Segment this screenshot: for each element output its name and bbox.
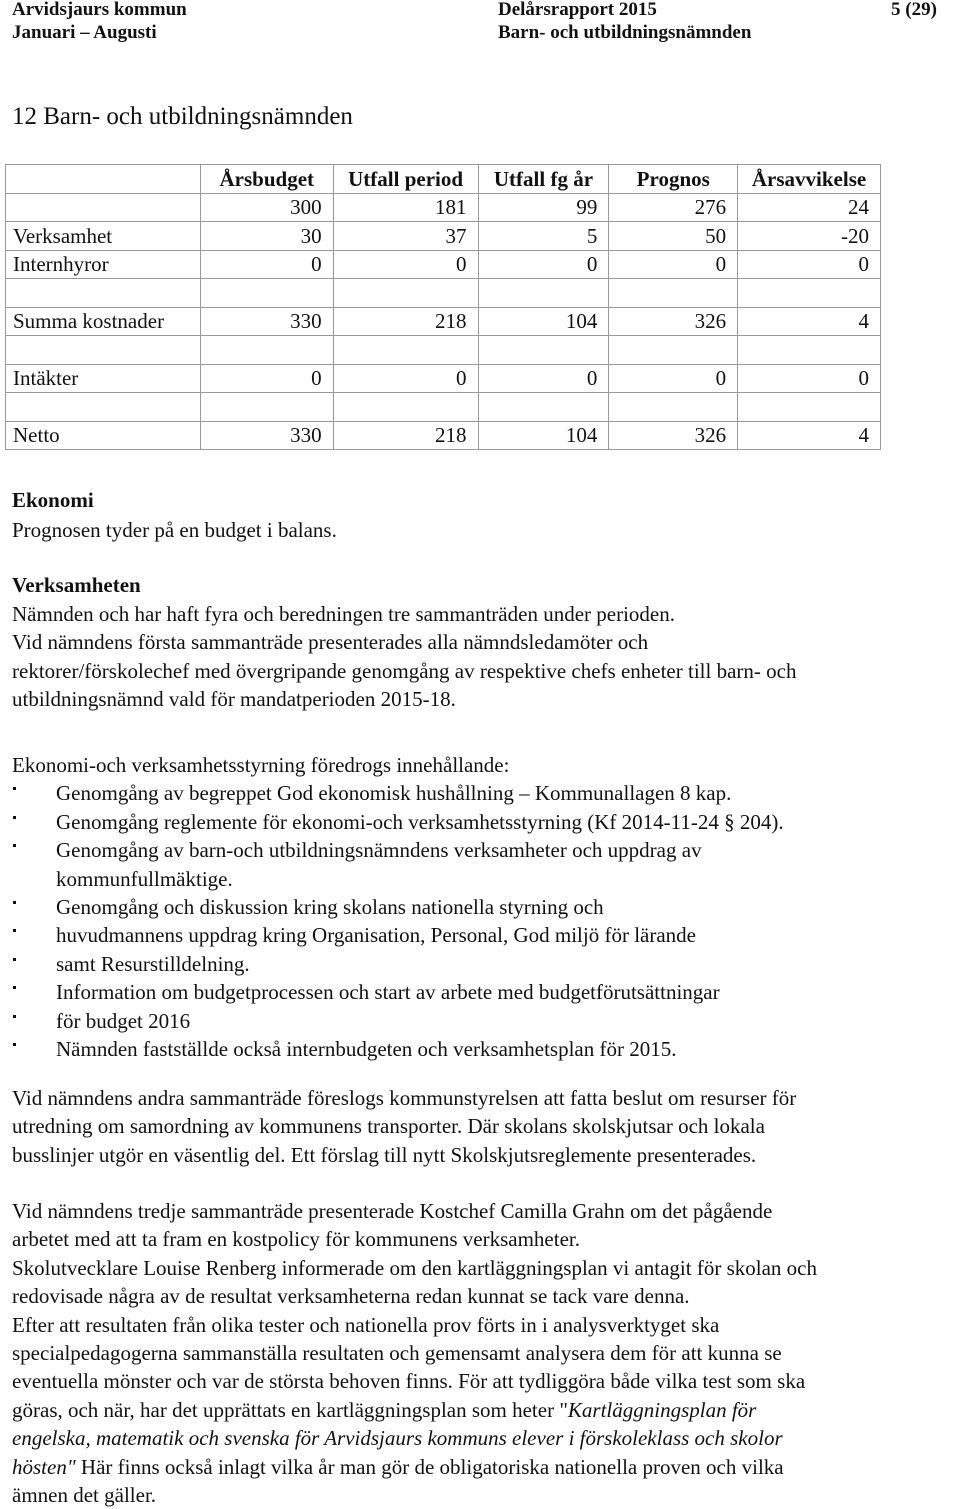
table-cell: 0	[200, 364, 333, 393]
table-cell: 104	[478, 421, 609, 450]
table-cell	[478, 279, 609, 308]
text-line: ämnen det gäller.	[12, 1483, 157, 1508]
table-cell: 0	[609, 250, 738, 279]
table-row	[6, 336, 881, 365]
table-cell: 50	[609, 222, 738, 251]
table-cell	[333, 279, 478, 308]
table-cell: 104	[478, 307, 609, 336]
bullet-icon	[13, 986, 16, 989]
bullet-icon	[13, 1015, 16, 1018]
bullet-icon	[13, 929, 16, 932]
text-line: utredning om samordning av kommunens transporter. Där skolans skolskjutsar och lokala	[12, 1114, 765, 1139]
table-cell: 326	[609, 307, 738, 336]
text-line: rektorer/förskolechef med övergripande genomgång av respektive chefs enheter till barn- och	[12, 658, 797, 683]
table-cell: 326	[609, 421, 738, 450]
table-header-row	[6, 165, 881, 194]
bullet-icon	[13, 1043, 16, 1046]
verksamheten-heading: Verksamheten	[12, 573, 141, 597]
text-line: utbildningsnämnd vald för mandatperioden 2015-18.	[12, 687, 456, 712]
plan-title-italic: hösten"	[12, 1454, 76, 1479]
text-line	[12, 1424, 817, 1452]
list-item-continuation: kommunfullmäktige.	[56, 866, 233, 891]
third-meeting-paragraph	[12, 1197, 817, 1509]
header-org: Arvidsjaurs kommun	[12, 0, 187, 20]
text-line: Nämnden och har haft fyra och beredningen tre sammanträden under perioden.	[12, 602, 675, 626]
bullet-icon	[13, 787, 16, 790]
list-item: Genomgång och diskussion kring skolans nationella styrning och	[12, 893, 784, 921]
table-row	[6, 364, 881, 393]
table-row	[6, 307, 881, 336]
table-cell: 300	[200, 193, 333, 222]
table-cell: 0	[333, 250, 478, 279]
ekonomi-text	[12, 516, 337, 544]
table-cell	[478, 336, 609, 365]
text-line: Vid nämndens andra sammanträde föreslogs kommunstyrelsen att fatta beslut om resurser för	[12, 1086, 797, 1110]
table-cell	[738, 279, 881, 308]
table-cell: 218	[333, 421, 478, 450]
plan-title-italic: engelska, matematik och svenska för Arvidsjaurs kommuns elever i förskoleklass och skolor	[12, 1426, 783, 1451]
column-header: Utfall fg år	[478, 165, 609, 194]
table-header-blank	[6, 165, 201, 194]
text-line: göras, och när, har det upprättats en kartläggningsplan som heter "Kartläggningsplan för	[12, 1397, 757, 1422]
table-cell: 0	[609, 364, 738, 393]
row-label: Verksamhet	[6, 222, 201, 251]
row-label: Netto	[6, 421, 201, 450]
bullet-icon	[13, 816, 16, 819]
table-cell: 276	[609, 193, 738, 222]
table-cell: 30	[200, 222, 333, 251]
header-period: Januari – Augusti	[12, 22, 157, 43]
list-item: Genomgång av barn-och utbildningsnämndens verksamheter och uppdrag av	[12, 836, 784, 864]
table-cell	[609, 336, 738, 365]
bullet-icon	[13, 958, 16, 961]
row-label	[6, 336, 201, 365]
table-cell	[333, 336, 478, 365]
row-label	[6, 393, 201, 422]
table-cell: 37	[333, 222, 478, 251]
text-line: Prognosen tyder på en budget i balans.	[12, 518, 337, 542]
list-item: samt Resurstilldelning.	[12, 950, 784, 978]
table-cell: 0	[738, 364, 881, 393]
text-line: Skolutvecklare Louise Renberg informerade om den kartläggningsplan vi antagit för skolan och	[12, 1255, 817, 1280]
table-cell	[200, 336, 333, 365]
column-header: Årsavvikelse	[738, 165, 881, 194]
table-cell	[738, 393, 881, 422]
list-item: huvudmannens uppdrag kring Organisation, Personal, God miljö för lärande	[12, 921, 784, 949]
text-line: arbetet med att ta fram en kostpolicy för kommunens verksamheter.	[12, 1227, 580, 1252]
table-row	[6, 193, 881, 222]
section-title: 12 Barn- och utbildningsnämnden	[12, 103, 353, 130]
verksamheten-text	[12, 600, 796, 714]
list-item: för budget 2016	[12, 1007, 784, 1035]
row-label: Summa kostnader	[6, 307, 201, 336]
table-cell	[200, 393, 333, 422]
text-line: Efter att resultaten från olika tester och nationella prov förts in i analysverktyget ska	[12, 1312, 720, 1337]
text-line: Vid nämndens första sammanträde presenterades alla nämndsledamöter och	[12, 630, 649, 655]
table-row	[6, 279, 881, 308]
table-cell: 330	[200, 421, 333, 450]
second-meeting-paragraph	[12, 1084, 796, 1169]
table-cell	[200, 279, 333, 308]
column-header: Årsbudget	[200, 165, 333, 194]
table-cell: 5	[478, 222, 609, 251]
row-label	[6, 279, 201, 308]
table-cell: 0	[333, 364, 478, 393]
row-label: Internhyror	[6, 250, 201, 279]
table-row	[6, 393, 881, 422]
table-cell: 99	[478, 193, 609, 222]
list-item: Genomgång reglemente för ekonomi-och verksamhetsstyrning (Kf 2014-11-24 § 204).	[12, 808, 784, 836]
list-item: Information om budgetprocessen och start av arbete med budgetförutsättningar	[12, 978, 784, 1006]
header-page-number: 5 (29)	[891, 0, 937, 20]
table-cell	[478, 393, 609, 422]
table-cell: 0	[200, 250, 333, 279]
meeting-topics-list	[12, 751, 784, 1063]
header-report: Delårsrapport 2015	[498, 0, 657, 20]
table-row	[6, 421, 881, 450]
list-item: Genomgång av begreppet God ekonomisk hushållning – Kommunallagen 8 kap.	[12, 779, 784, 807]
table-cell: 24	[738, 193, 881, 222]
bullet-icon	[13, 844, 16, 847]
table-cell: 4	[738, 307, 881, 336]
plan-title-italic: Kartläggningsplan för	[567, 1397, 757, 1422]
table-row	[6, 250, 881, 279]
financial-table	[5, 164, 881, 450]
text-line: hösten" Här finns också inlagt vilka år man gör de obligatoriska nationella proven och vilka	[12, 1454, 784, 1479]
header-committee: Barn- och utbildningsnämnden	[498, 22, 752, 43]
table-cell: 0	[478, 250, 609, 279]
row-label	[6, 193, 201, 222]
table-cell: 218	[333, 307, 478, 336]
table-cell: 0	[478, 364, 609, 393]
bullet-icon	[13, 901, 16, 904]
text-line: specialpedagogerna sammanställa resultaten och gemensamt analysera dem för att kunna se	[12, 1341, 782, 1366]
table-cell: -20	[738, 222, 881, 251]
table-cell: 0	[738, 250, 881, 279]
list-item: Nämnden fastställde också internbudgeten och verksamhetsplan för 2015.	[12, 1035, 784, 1063]
column-header: Prognos	[609, 165, 738, 194]
text-line: busslinjer utgör en väsentlig del. Ett förslag till nytt Skolskjutsreglemente presenterades.	[12, 1142, 757, 1167]
text-line: eventuella mönster och var de största behoven finns. För att tydliggöra både vilka test som ska	[12, 1369, 806, 1394]
text-line: Vid nämndens tredje sammanträde presenterade Kostchef Camilla Grahn om det pågående	[12, 1199, 773, 1223]
text-line: redovisade några av de resultat verksamheterna redan kunnat se tack vare denna.	[12, 1284, 690, 1309]
ekonomi-heading: Ekonomi	[12, 488, 94, 512]
table-cell: 330	[200, 307, 333, 336]
table-cell	[333, 393, 478, 422]
table-cell: 4	[738, 421, 881, 450]
table-cell: 181	[333, 193, 478, 222]
list-intro: Ekonomi-och verksamhetsstyrning föredrogs innehållande:	[12, 753, 510, 777]
table-cell	[738, 336, 881, 365]
table-cell	[609, 279, 738, 308]
table-row	[6, 222, 881, 251]
row-label: Intäkter	[6, 364, 201, 393]
table-cell	[609, 393, 738, 422]
column-header: Utfall period	[333, 165, 478, 194]
